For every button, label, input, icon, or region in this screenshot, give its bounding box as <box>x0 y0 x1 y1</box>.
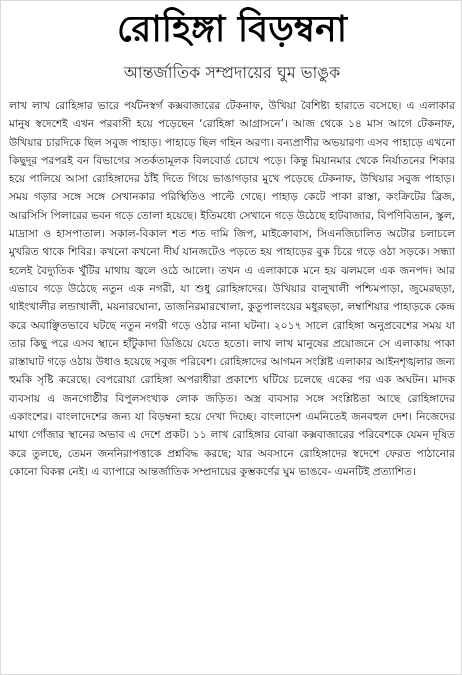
article-subheadline: আন্তর্জাতিক সম্প্রদায়ের ঘুম ভাঙুক <box>123 63 341 82</box>
article-headline: রোহিঙ্গা বিড়ম্বনা <box>116 8 348 50</box>
article-body: লাখ লাখ রোহিঙ্গার ভারে পর্যটনস্বর্গ কক্সবাজারের টেকনাফ, উখিয়া বৈশিষ্ট্য হারাতে বসেছে। এ এলাকার মানুষ স্বদেশেই এখন পরবাসী হয়ে পড়েছেন ‘রোহিঙ্গা আগ্রাসনে’। আজ থেকে ১৪ মাস আগে টেকনাফ, উখিয়ার চারদিকে ছিল সবুজ পাহাড়। পাহাড়ে ছিল গহিন অরণ্য। বন্যপ্রাণীর অভয়ারণ্য এসব পাহাড়ে এখনো কিছুদূর পরপরই বন বিভাগের সতর্কতামূলক বিলবোর্ড চোখে পড়ে। কিন্তু মিয়ানমার থেকে নির্যাতনের শিকার হয়ে পালিয়ে আসা রোহিঙ্গাদের ঠাঁই দিতে গিয়ে ভাঙাগড়ার মুখে পড়েছে টেকনাফ, উখিয়ার সবুজ পাহাড়। সময় গড়ার সঙ্গে সঙ্গে সেখানকার পরিস্থিতিও পাল্টে গেছে। পাহাড় কেটে পাকা রাস্তা, কংক্রিটের ব্রিজ, আরসিসি পিলারের ভবন গড়ে তোলা হয়েছে। ইতিমধ্যে সেখানে গড়ে উঠেছে হাটবাজার, বিপণিবিতান, স্কুল, মাদ্রাসা ও হাসপাতাল। সকাল-বিকাল শত শত দামি জিপ, মাইক্রোবাস, সিএনজিচালিত অটোর চলাচলে মুখরিত থাকে শিবির। কখনো কখনো দীর্ঘ যানজটেও পড়তে হয় পাহাড়ের বুক চিরে গড়ে ওঠা সড়কে। সন্ধ্যা হলেই বৈদ্যুতিক খুঁটির মাথায় জ্বলে ওঠে আলো। তখন এ এলাকাকে মনে হয় ঝলমলে এক জনপদ। আর এভাবে গড়ে উঠেছে নতুন এক নগরী, যা শুধু রোহিঙ্গাদের। উখিয়ার বালুখালী পশ্চিমপাড়া, জুমেরছড়া, থাইংখালীর লন্ডাখালী, ময়নারঘোনা, তাজনিরমারখোলা, কুতুপালংয়ের মধুরছড়া, লম্বাশিয়ার পাহাড়কে কেন্দ্র করে অবাঞ্ছিতভাবে ঘটছে নতুন নগরী গড়ে ওঠার নানা ঘটনা। ২০১৭ সালে রোহিঙ্গা অনুপ্রবেশের সময় যা তার কিছু পরে এসব স্থানে হাঁটুকাদা ডিঙিয়ে যেতে হতো। লাখ লাখ মানুষের প্রয়োজনে সে এলাকায় পাকা রাস্তাঘাট গড়ে ওঠায় উধাও হয়েছে সবুজ পরিবেশ। রোহিঙ্গাদের আগমন সংশ্লিষ্ট এলাকার আইনশৃঙ্খলার জন্য হুমকি সৃষ্টি করেছে। বেপরোয়া রোহিঙ্গা অপরাধীরা প্রকাশ্যে ঘটিয়ে চলেছে একের পর এক অঘটন। মাদক ব্যবসায় এ জনগোষ্ঠীর বিপুলসংখ্যক লোক জড়িত। অস্ত্র ব্যবসার সঙ্গে সংশ্লিষ্টতা আছে রোহিঙ্গাদের একাংশের। বাংলাদেশের জন্য যা বিড়ম্বনা হয়ে দেখা দিচ্ছে। বাংলাদেশ এমনিতেই জনবহুল দেশ। নিজেদের মাথা গোঁজার স্থানের অভাব এ দেশে প্রকট। ১১ লাখ রোহিঙ্গার বোঝা কক্সবাজারের পরিবেশকে যেমন দূষিত করে তুলছে, তেমন জননিরাপত্তাকে প্রশ্নবিদ্ধ করছে; যার অবসানে রোহিঙ্গাদের স্বদেশে ফেরত পাঠানোর কোনো বিকল্প নেই। এ ব্যাপারে আন্তর্জাতিক সম্প্রদায়ের কুম্ভকর্ণের ঘুম ভাঙবে- এমনটিই প্রত্যাশিত। <box>9 100 456 478</box>
